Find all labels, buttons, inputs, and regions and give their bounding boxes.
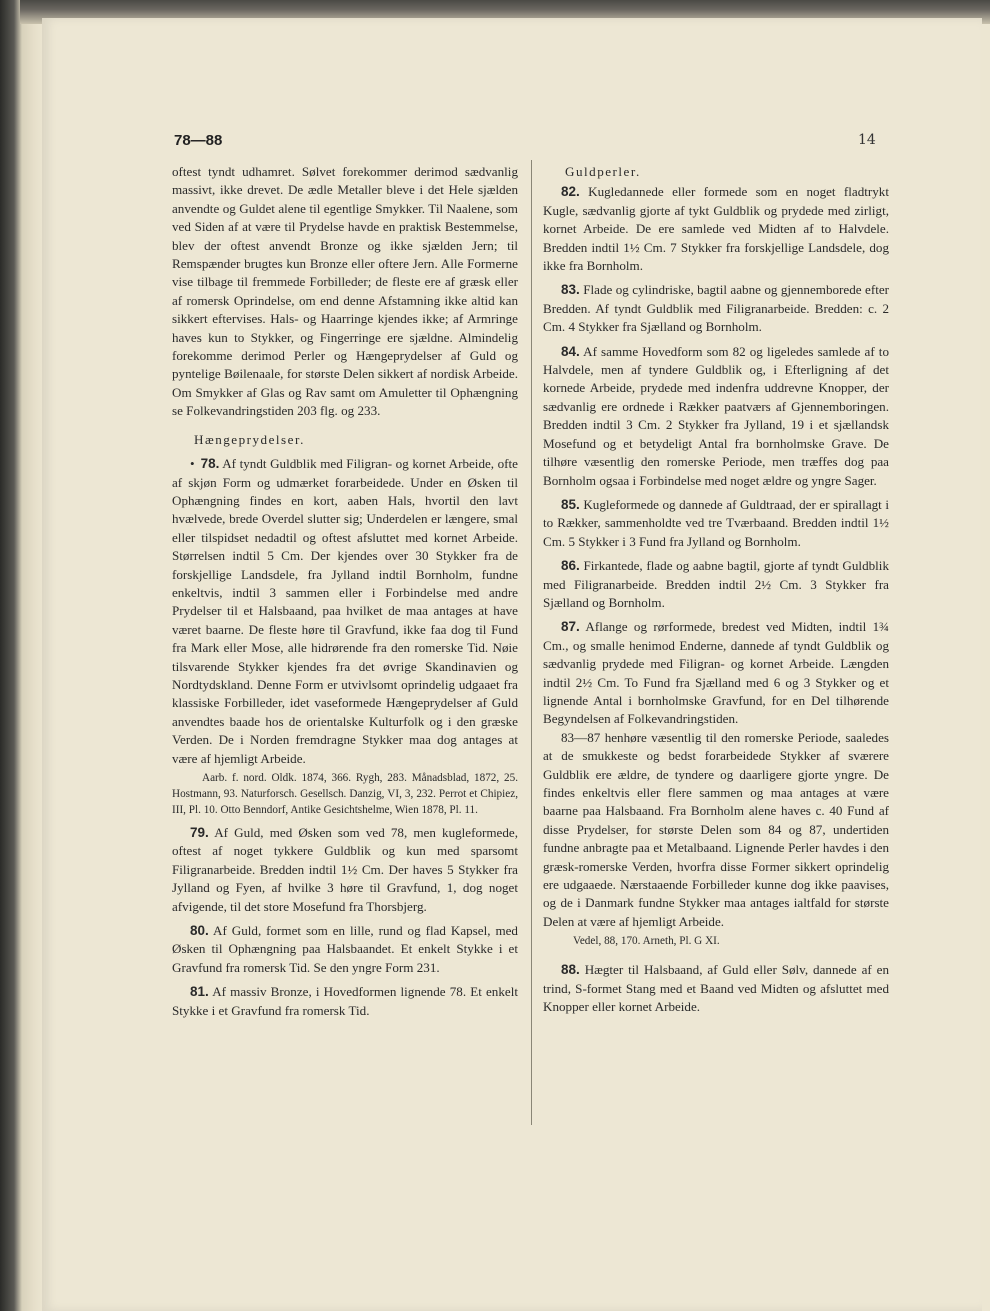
- summary-paragraph: 83—87 henhøre væsentlig til den romerske Periode, saaledes at de smukkeste og bedst forarbeidede Stykker af sværere Guldblik ere ældre, de tyndere og daarligere gjorte yngre. De findes enkeltvis eller flere sammen og maa antages at være baarne paa Halsbaand. Fra Bornholm alene haves c. 40 Fund af disse Prydelser, for største Delen som 84 og 87, undertiden fundne anbragte paa et Metalbaand. Lignende Perler havdes i den græsk-romerske Verden, hvorfra disse Former sikkert oprindelig ere udgaaede. Nærstaaende Forbilleder kunne dog ikke paavises, og de i Danmark fundne Stykker maa antages ialtfald for største Delen at være af hjemligt Arbeide.: [543, 729, 889, 929]
- entry-87: [543, 618, 889, 728]
- entry-number: 86.: [561, 558, 580, 574]
- entry-text: Hægter til Halsbaand, af Guld eller Sølv, dannede af en trind, S-formet Stang med et Baand ved Midten og afsluttet med Knopper eller kornet Arbeide.: [543, 962, 889, 1015]
- entry-number: 84.: [561, 343, 580, 359]
- entry-80: [172, 922, 518, 977]
- entry-text: Af tyndt Guldblik med Filigran- og kornet Arbeide, ofte af skjøn Form og udmærket forarbeidede. Under en Øsken til Ophængning findes en kort, aaben Hals, hvortil den lavt hvælvede, brede Overdel slutter sig; Underdelen er længere, smal eller tilspidset nedadtil og oftest afsluttet med kornet Arbeide. Størrelsen indtil 5 Cm. Der kjendes over 30 Stykker fra de forskjellige Landsdele, fra Jylland indtil Bornholm, fundne enkeltvis, indtil 3 sammen eller i Forbindelse med andre Prydelser til et Halsbaand, paa hvilket de maa antages at have været baarne. De fleste høre til Gravfund, ikke faa dog til Fund fra Mark eller Mose, alle hidrørende fra den romerske Tid. Nøie tilsvarende Stykker kjendes fra det øvrige Skandinavien og Nordtydskland. Denne Form er utvivlsomt oprindelig udgaaet fra klassiske Forbilleder, idet vaseformede Hængeprydelser af Guld anvendtes baade hos de orientalske Kulturfolk og i den græske Verden. De i Norden fremdragne Stykker maa dog antages at være af hjemligt Arbeide.: [172, 456, 518, 766]
- entry-number: 80.: [190, 923, 209, 939]
- entry-83: [543, 281, 889, 336]
- header-range: 78—88: [174, 132, 223, 149]
- entry-number: 79.: [190, 825, 209, 840]
- entry-82: [543, 183, 889, 275]
- entry-text: Firkantede, flade og aabne bagtil, gjorte af tyndt Guldblik med Filigranarbeide. Bredden indtil 2½ Cm. 3 Stykker fra Sjælland og Bornholm.: [543, 558, 889, 610]
- entry-84: [543, 343, 889, 490]
- entry-85: [543, 496, 889, 551]
- column-divider: [531, 160, 532, 1125]
- entry-78: [172, 455, 518, 768]
- entry-text: Af Guld, formet som en lille, rund og flad Kapsel, med Øsken til Ophængning paa Halsbaandet. Et enkelt Stykke i et Gravfund fra romersk Tid. Se den yngre Form 231.: [172, 923, 518, 975]
- entry-number: 82.: [561, 184, 580, 200]
- intro-paragraph: oftest tyndt udhamret. Sølvet forekommer derimod sædvanlig massivt, ikke drevet. De ædle Metaller bleve i det Hele sjælden anvendte og Guldet alene til egentlige Smykker. Til Naalene, som ved Siden af at være til Prydelse havde en praktisk Bestemmelse, blev der oftest anvendt Bronze og ikke sjælden Jern; til Remspænder brugtes kun Bronze eller oftere Jern. Alle Formerne vise tilbage til fremmede Forbilleder; de fleste ere af græsk eller af romersk Oprindelse, om end denne Afstamning ikke altid kan sikkert eftervises. Hals- og Haarringe kjendes ikke; af Armringe haves kun to Stykker, og Fingerringe ere sjældne. Almindelig forekomme derimod Perler og Hængeprydelser af Guld og pyntelige Bøilenaale, for største Delen sikkert af nordisk Arbeide. Om Smykker af Glas og Rav samt om Amuletter til Ophængning se Folkevandringstiden 203 flg. og 233.: [172, 164, 518, 419]
- entry-text: Kugleformede og dannede af Guldtraad, der er spirallagt i to Rækker, sammenholdte ved tre Tværbaand. Bredden indtil 1½ Cm. 5 Stykker i 3 Fund fra Jylland og Bornholm.: [543, 496, 889, 549]
- entry-81: [172, 983, 518, 1020]
- entry-79: [172, 824, 518, 916]
- right-column: [543, 163, 889, 1016]
- reference-78: Aarb. f. nord. Oldk. 1874, 366. Rygh, 283. Månadsblad, 1872, 25. Hostmann, 93. Naturforsch. Gesellsch. Danzig, VI, 3, 232. Perrot et Chipiez, III, Pl. 10. Otto Benndorf, Antike Gesichtshelme, Wien 1878, Pl. 11.: [172, 772, 518, 816]
- left-column: [172, 163, 518, 1020]
- entry-number: 85.: [561, 496, 580, 512]
- entry-text: Af Guld, med Øsken som ved 78, men kugleformede, oftest af noget tykkere Guldblik og kun med sparsomt Filigranarbeide. Bredden indtil 1½ Cm. Der haves 5 Stykker fra Jylland og Fyen, af hvilke 3 høre til Gravfund, 1, dog noget afvigende, til det store Mosefund fra Thorsbjerg.: [172, 825, 519, 914]
- page-number: 14: [858, 132, 876, 148]
- section-heading-guldperler: Guldperler.: [565, 164, 641, 179]
- entry-text: Flade og cylindriske, bagtil aabne og gjennemborede efter Bredden. Af tyndt Guldblik med Filigranarbeide. Bredden: c. 2 Cm. 4 Stykker fra Sjælland og Bornholm.: [543, 282, 889, 335]
- entry-number: 78.: [200, 456, 220, 472]
- entry-text: Aflange og rørformede, bredest ved Midten, indtil 1¾ Cm., og smalle henimod Enderne, dannede af tyndt Guldblik og sædvanlig prydede med Filigran- og kornet Arbeide. Længden indtil 2½ Cm. To Fund fra Sjælland med 6 og 3 Stykker og et lignende Antal i bornholmske Gravfund, for en Del tilhørende Begyndelsen af Folkevandringstiden.: [543, 619, 889, 727]
- entry-number: 88.: [561, 962, 580, 978]
- reference-summary: Vedel, 88, 170. Arneth, Pl. G XI.: [573, 935, 720, 948]
- entry-86: [543, 557, 889, 612]
- bullet-mark: •: [190, 456, 195, 472]
- entry-text: Kugledannede eller formede som en noget fladtrykt Kugle, sædvanlig gjorte af tykt Guldblik og prydede med zirligt, kornet Arbeide. De ere samlede ved Midten af to Halvdele. Bredden indtil 1½ Cm. 7 Stykker fra forskjellige Landsdele, dog ikke fra Bornholm.: [543, 184, 889, 274]
- entry-number: 87.: [561, 619, 580, 635]
- section-heading-haengeprydelser: Hængeprydelser.: [194, 431, 305, 447]
- entry-text: Af massiv Bronze, i Hovedformen lignende 78. Et enkelt Stykke i et Gravfund fra romersk Tid.: [172, 984, 518, 1018]
- entry-text: Af samme Hovedform som 82 og ligeledes samlede af to Halvdele, men af tyndere Guldblik og, i Efterligning af det kornede Arbeide, prydede med indenfra uddrevne Knopper, der sædvanlig ere ordnede i Rækker paatværs af Gjennemboringen. Bredden indtil 3 Cm. 2 Stykker fra Jylland, 19 i et sjællandsk Mosefund og et betydeligt Antal fra bornholmske Grave. De tilhøre væsentlig den romerske Periode, men træffes dog paa Bornholm ogsaa i Forbindelse med noget ældre og yngre Sager.: [543, 343, 889, 488]
- entry-88: [543, 961, 889, 1016]
- entry-number: 81.: [190, 984, 209, 1000]
- entry-number: 83.: [561, 282, 580, 298]
